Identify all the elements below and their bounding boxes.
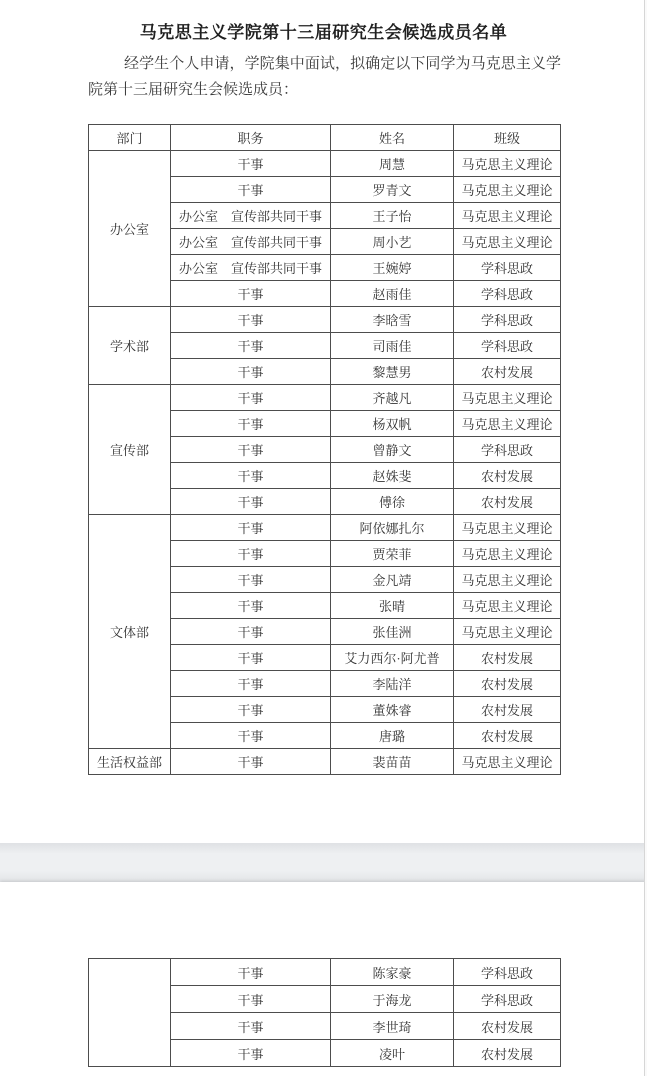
class-cell: 马克思主义理论 xyxy=(454,515,561,541)
position-cell: 干事 xyxy=(171,697,331,723)
position-cell: 干事 xyxy=(171,281,331,307)
name-cell: 杨双帆 xyxy=(331,411,454,437)
class-cell: 农村发展 xyxy=(454,1040,561,1067)
class-cell: 马克思主义理论 xyxy=(454,749,561,775)
column-header: 姓名 xyxy=(331,125,454,151)
class-cell: 学科思政 xyxy=(454,255,561,281)
class-cell: 学科思政 xyxy=(454,437,561,463)
class-cell: 农村发展 xyxy=(454,645,561,671)
document-page-2 xyxy=(0,882,647,1076)
name-cell: 罗青文 xyxy=(331,177,454,203)
class-cell: 农村发展 xyxy=(454,723,561,749)
class-cell: 马克思主义理论 xyxy=(454,203,561,229)
name-cell: 凌叶 xyxy=(331,1040,454,1067)
page-gap xyxy=(0,843,647,882)
name-cell: 裴苗苗 xyxy=(331,749,454,775)
class-cell: 马克思主义理论 xyxy=(454,411,561,437)
candidate-table-page-2 xyxy=(88,958,561,1067)
department-cell xyxy=(89,959,171,1067)
table-row xyxy=(89,749,561,775)
position-cell: 干事 xyxy=(171,959,331,986)
candidate-table-page-1 xyxy=(88,124,561,775)
class-cell: 学科思政 xyxy=(454,281,561,307)
class-cell: 马克思主义理论 xyxy=(454,593,561,619)
name-cell: 李陆洋 xyxy=(331,671,454,697)
name-cell: 贾荣菲 xyxy=(331,541,454,567)
class-cell: 马克思主义理论 xyxy=(454,229,561,255)
class-cell: 马克思主义理论 xyxy=(454,619,561,645)
position-cell: 办公室 宣传部共同干事 xyxy=(171,203,331,229)
class-cell: 马克思主义理论 xyxy=(454,567,561,593)
name-cell: 司雨佳 xyxy=(331,333,454,359)
name-cell: 周慧 xyxy=(331,151,454,177)
class-cell: 学科思政 xyxy=(454,333,561,359)
position-cell: 干事 xyxy=(171,567,331,593)
position-cell: 干事 xyxy=(171,1013,331,1040)
name-cell: 唐璐 xyxy=(331,723,454,749)
position-cell: 干事 xyxy=(171,359,331,385)
department-cell: 办公室 xyxy=(89,151,171,307)
position-cell: 干事 xyxy=(171,645,331,671)
name-cell: 王婉婷 xyxy=(331,255,454,281)
name-cell: 曾静文 xyxy=(331,437,454,463)
position-cell: 办公室 宣传部共同干事 xyxy=(171,255,331,281)
position-cell: 干事 xyxy=(171,463,331,489)
position-cell: 干事 xyxy=(171,515,331,541)
position-cell: 干事 xyxy=(171,437,331,463)
name-cell: 李世琦 xyxy=(331,1013,454,1040)
table-row xyxy=(89,307,561,333)
name-cell: 周小艺 xyxy=(331,229,454,255)
name-cell: 傅徐 xyxy=(331,489,454,515)
name-cell: 于海龙 xyxy=(331,986,454,1013)
class-cell: 农村发展 xyxy=(454,1013,561,1040)
name-cell: 李晗雪 xyxy=(331,307,454,333)
position-cell: 干事 xyxy=(171,749,331,775)
position-cell: 干事 xyxy=(171,411,331,437)
name-cell: 艾力西尔·阿尤普 xyxy=(331,645,454,671)
position-cell: 干事 xyxy=(171,671,331,697)
name-cell: 张晴 xyxy=(331,593,454,619)
position-cell: 干事 xyxy=(171,619,331,645)
class-cell: 学科思政 xyxy=(454,986,561,1013)
position-cell: 干事 xyxy=(171,723,331,749)
table-row xyxy=(89,151,561,177)
department-cell: 文体部 xyxy=(89,515,171,749)
class-cell: 农村发展 xyxy=(454,463,561,489)
name-cell: 齐越凡 xyxy=(331,385,454,411)
column-header: 职务 xyxy=(171,125,331,151)
department-cell: 学术部 xyxy=(89,307,171,385)
name-cell: 张佳洲 xyxy=(331,619,454,645)
class-cell: 学科思政 xyxy=(454,959,561,986)
name-cell: 董姝睿 xyxy=(331,697,454,723)
class-cell: 农村发展 xyxy=(454,489,561,515)
name-cell: 金凡靖 xyxy=(331,567,454,593)
position-cell: 干事 xyxy=(171,593,331,619)
class-cell: 农村发展 xyxy=(454,359,561,385)
class-cell: 农村发展 xyxy=(454,697,561,723)
class-cell: 马克思主义理论 xyxy=(454,177,561,203)
header-row xyxy=(89,125,561,151)
department-cell: 生活权益部 xyxy=(89,749,171,775)
position-cell: 办公室 宣传部共同干事 xyxy=(171,229,331,255)
page-title: 马克思主义学院第十三届研究生会候选成员名单 xyxy=(139,23,508,42)
table-row xyxy=(89,959,561,986)
column-header: 部门 xyxy=(89,125,171,151)
class-cell: 马克思主义理论 xyxy=(454,385,561,411)
department-cell: 宣传部 xyxy=(89,385,171,515)
name-cell: 阿依娜扎尔 xyxy=(331,515,454,541)
position-cell: 干事 xyxy=(171,385,331,411)
position-cell: 干事 xyxy=(171,986,331,1013)
class-cell: 学科思政 xyxy=(454,307,561,333)
name-cell: 王子怡 xyxy=(331,203,454,229)
position-cell: 干事 xyxy=(171,541,331,567)
table-row xyxy=(89,385,561,411)
position-cell: 干事 xyxy=(171,489,331,515)
name-cell: 赵雨佳 xyxy=(331,281,454,307)
position-cell: 干事 xyxy=(171,151,331,177)
name-cell: 赵姝斐 xyxy=(331,463,454,489)
name-cell: 黎慧男 xyxy=(331,359,454,385)
table-row xyxy=(89,515,561,541)
position-cell: 干事 xyxy=(171,307,331,333)
column-header: 班级 xyxy=(454,125,561,151)
class-cell: 马克思主义理论 xyxy=(454,151,561,177)
name-cell: 陈家豪 xyxy=(331,959,454,986)
position-cell: 干事 xyxy=(171,1040,331,1067)
position-cell: 干事 xyxy=(171,333,331,359)
intro-paragraph: 经学生个人申请，学院集中面试，拟确定以下同学为马克思主义学院第十三届研究生会候选成员： xyxy=(88,56,561,98)
class-cell: 农村发展 xyxy=(454,671,561,697)
position-cell: 干事 xyxy=(171,177,331,203)
class-cell: 马克思主义理论 xyxy=(454,541,561,567)
